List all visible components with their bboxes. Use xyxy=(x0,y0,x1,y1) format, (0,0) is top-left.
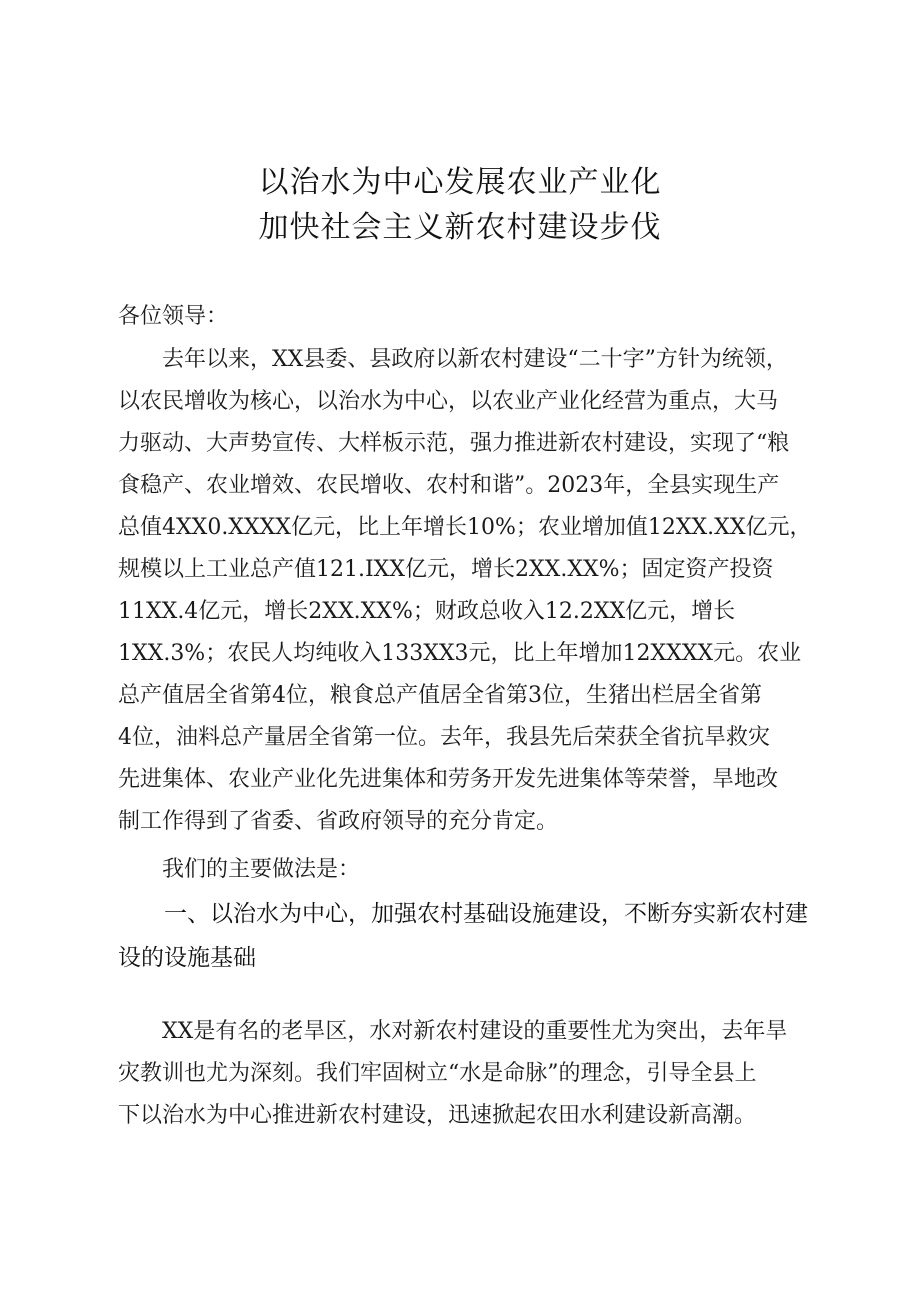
paragraph-1-line: 力驱动、大声势宣传、大样板示范，强力推进新农村建设，实现了“粮 xyxy=(118,431,790,456)
paragraph-1-line: 4位，油料总产量居全省第一位。去年，我县先后荣获全省抗旱救灾 xyxy=(118,725,770,750)
section-heading-line: 设的设施基础 xyxy=(118,945,256,971)
paragraph-1-line: 总值4XX0.XXXX亿元，比上年增长10%；农业增加值12XX.XX亿元， xyxy=(118,515,812,540)
paragraph-3-line: 灾教训也尤为深刻。我们牢固树立“水是命脉”的理念，引导全县上 xyxy=(118,1061,757,1086)
paragraph-1-line: 食稳产、农业增效、农民增收、农村和谐”。2023年，全县实现生产 xyxy=(118,473,780,498)
section-heading-line: 一、以治水为中心，加强农村基础设施建设，不断夯实新农村建 xyxy=(118,901,808,927)
paragraph-3-line: XX是有名的老旱区，水对新农村建设的重要性尤为突出，去年旱 xyxy=(118,1019,788,1044)
paragraph-1-line: 1XX.3%；农民人均纯收入133XX3元，比上年增加12XXXX元。农业 xyxy=(118,641,802,666)
paragraph-3-line: 下以治水为中心推进新农村建设，迅速掀起农田水利建设新高潮。 xyxy=(118,1103,757,1128)
document-title-line-1: 以治水为中心发展农业产业化 xyxy=(258,165,662,200)
paragraph-2: 我们的主要做法是： xyxy=(118,857,361,882)
paragraph-1-line: 以农民增收为核心，以治水为中心，以农业产业化经营为重点，大马 xyxy=(118,389,779,414)
document-title-line-2: 加快社会主义新农村建设步伐 xyxy=(258,210,662,245)
paragraph-1-line: 总产值居全省第4位，粮食总产值居全省第3位，生猪出栏居全省第 xyxy=(118,683,762,708)
paragraph-1-line: 先进集体、农业产业化先进集体和劳务开发先进集体等荣誉，旱地改 xyxy=(118,767,779,792)
salutation: 各位领导： xyxy=(118,304,229,329)
paragraph-1-line: 规模以上工业总产值121.IXX亿元，增长2XX.XX%；固定资产投资 xyxy=(118,557,774,582)
paragraph-1-line: 去年以来，XX县委、县政府以新农村建设“二十字”方针为统领， xyxy=(118,347,788,372)
paragraph-1-line: 制工作得到了省委、省政府领导的充分肯定。 xyxy=(118,809,559,834)
paragraph-1-line: 11XX.4亿元，增长2XX.XX%；财政总收入12.2XX亿元，增长 xyxy=(118,599,736,624)
